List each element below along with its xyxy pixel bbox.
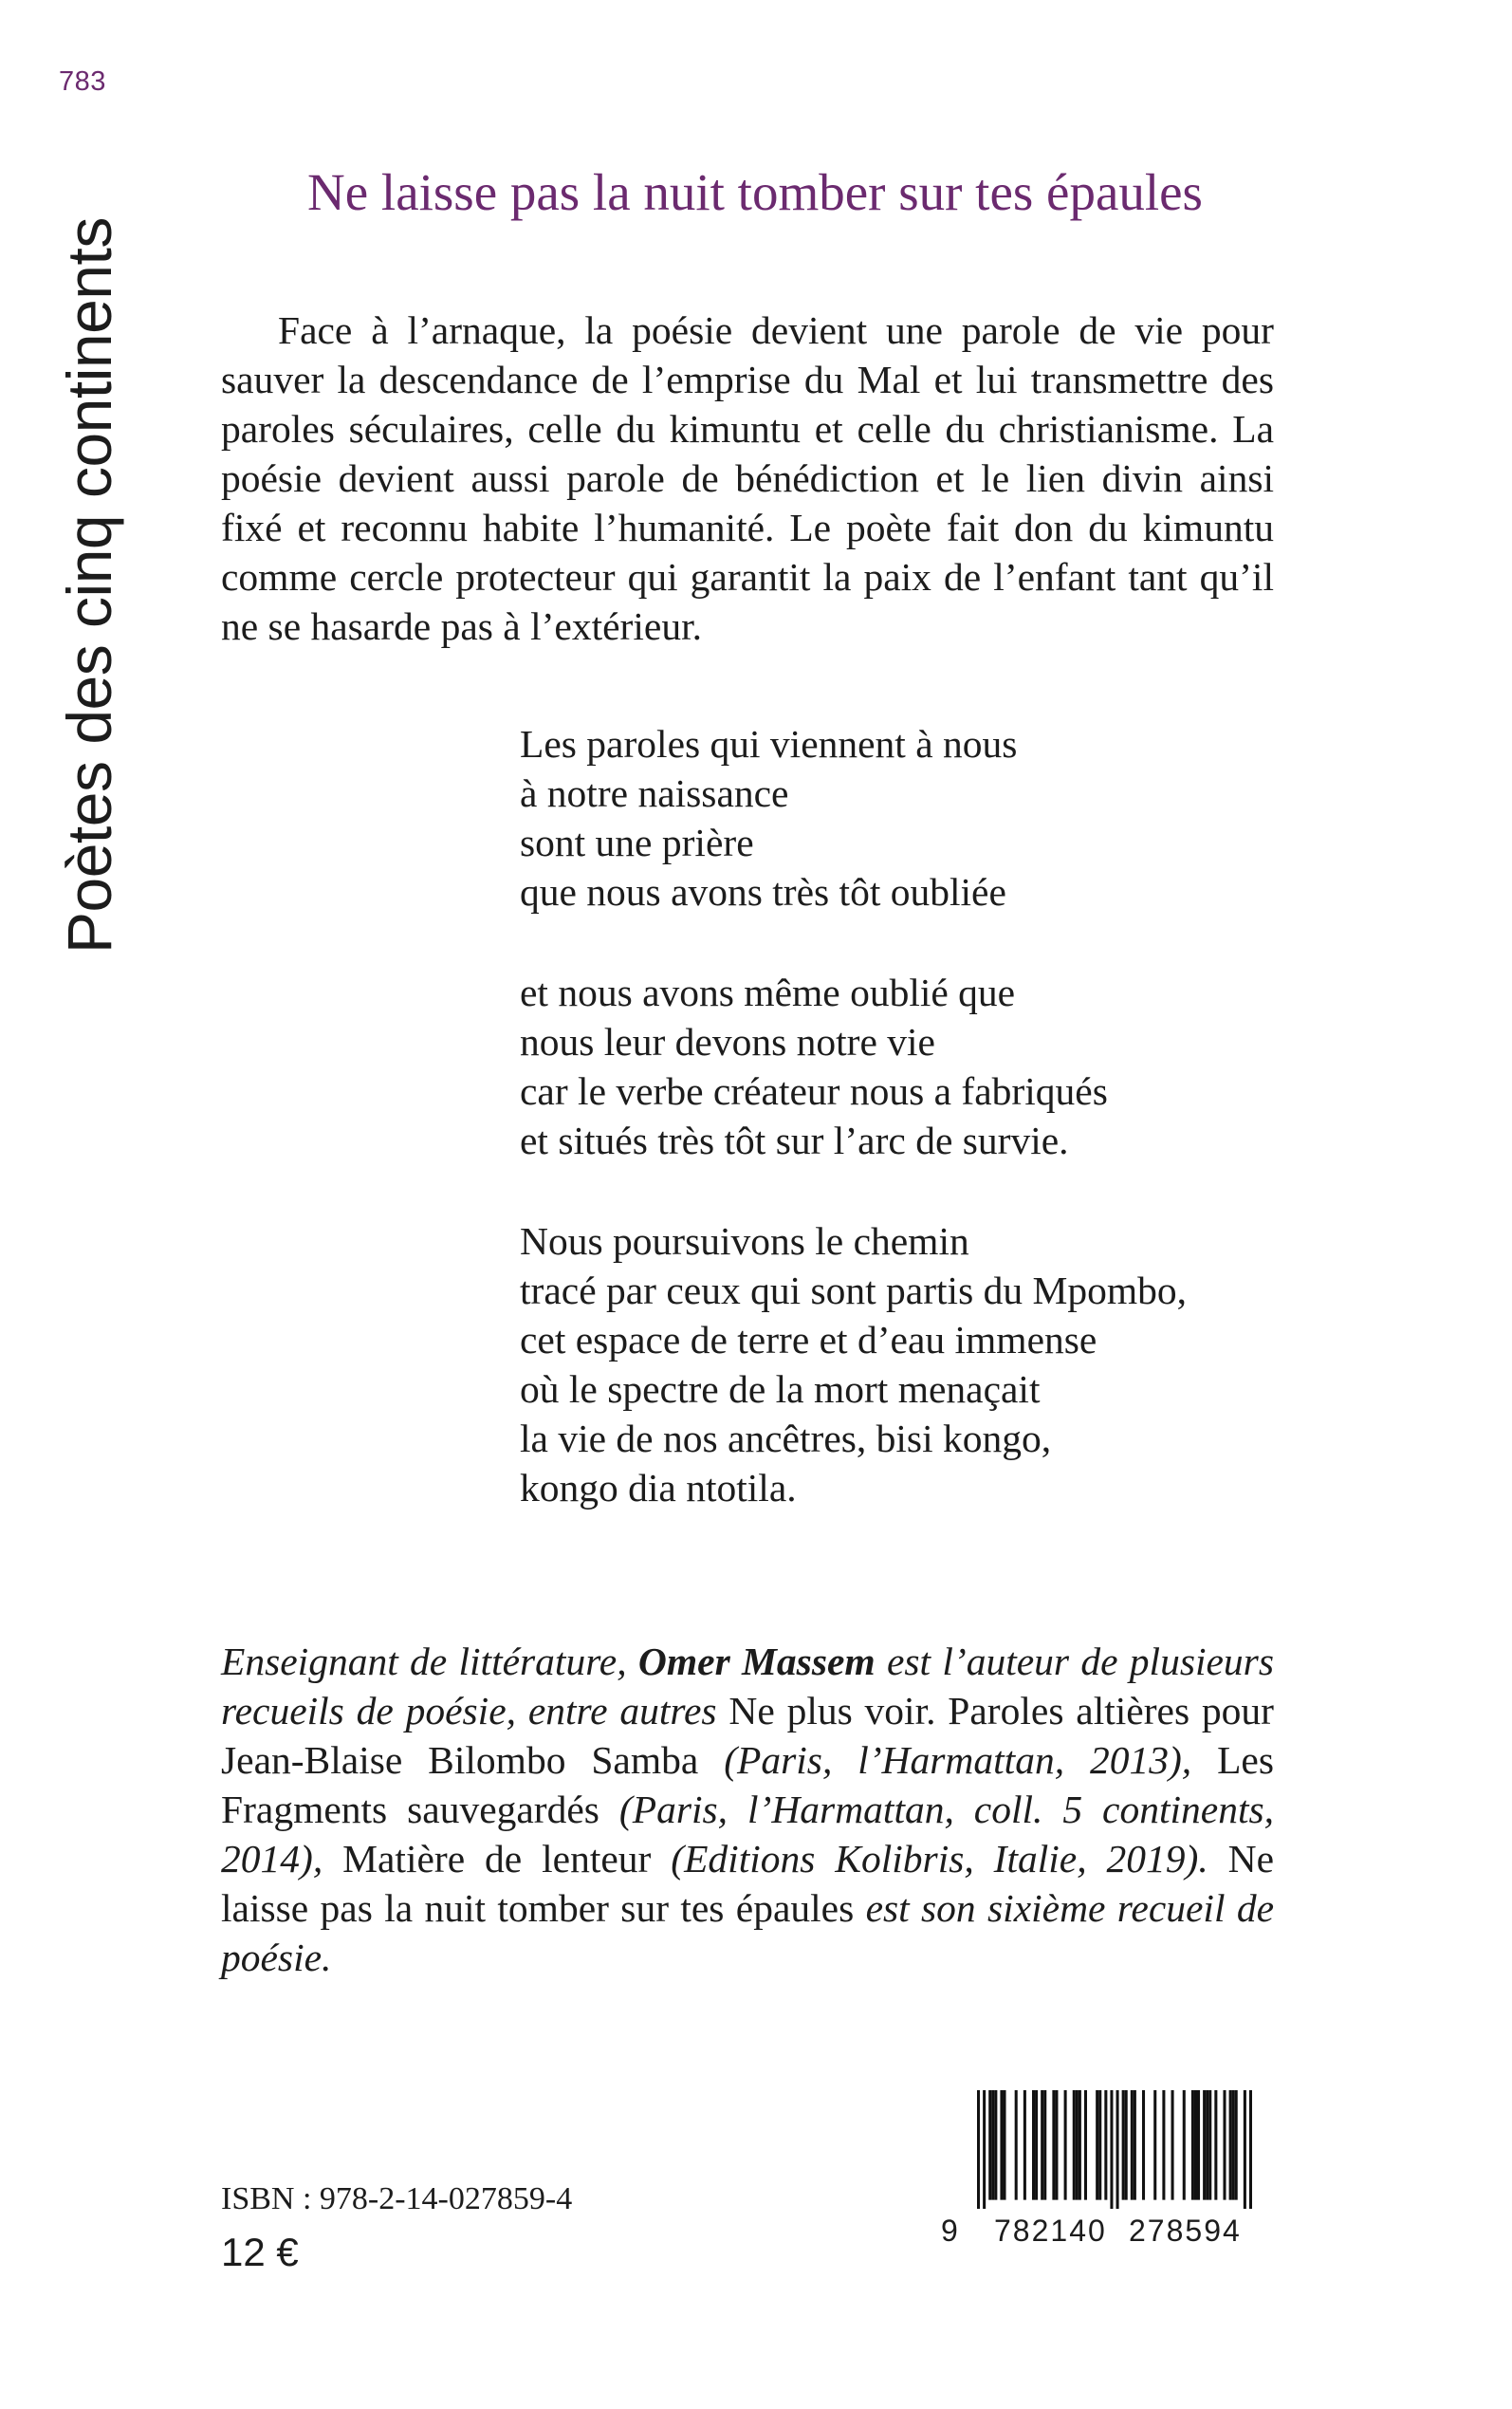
poem-line: car le verbe créateur nous a fabriqués	[520, 1069, 1108, 1113]
barcode-right-group: 278594	[1129, 2214, 1242, 2248]
barcode-bar	[1125, 2090, 1128, 2200]
barcode-bar	[1249, 2090, 1252, 2209]
barcode-bar	[983, 2090, 986, 2209]
barcode-bar	[1096, 2090, 1098, 2200]
poem-line: Les paroles qui viennent à nous	[520, 722, 1018, 766]
poem-line: la vie de nos ancêtres, bisi kongo,	[520, 1417, 1052, 1460]
book-title: Ne laisse pas la nuit tomber sur tes épaules	[307, 163, 1203, 221]
poem-line: où le spectre de la mort menaçait	[520, 1367, 1041, 1411]
barcode-bar	[1171, 2090, 1174, 2200]
barcode-bar	[1023, 2090, 1026, 2200]
poem-line: que nous avons très tôt oubliée	[520, 870, 1006, 914]
barcode-bar	[1098, 2090, 1101, 2200]
work-title: Ne plus voir. Paroles altières pour Jean-Blaise Bilombo Samba	[221, 1689, 1274, 1782]
barcode-bar	[1104, 2090, 1107, 2200]
barcode-bar	[1041, 2090, 1043, 2200]
bio-text: est son sixième recueil de poésie.	[221, 1886, 1275, 1979]
author-bio	[221, 1637, 1274, 1982]
barcode-bar	[1153, 2090, 1156, 2200]
barcode-bar	[1142, 2090, 1145, 2200]
barcode-bar	[1223, 2090, 1226, 2200]
barcode-first-digit: 9	[941, 2214, 960, 2248]
barcode-bar	[1035, 2090, 1038, 2200]
bio-text: (Editions Kolibris, Italie, 2019).	[651, 1837, 1228, 1881]
barcode-bar	[1032, 2090, 1035, 2200]
barcode-bar	[977, 2090, 980, 2209]
barcode-bar	[1203, 2090, 1206, 2200]
author-name: Omer Massem	[637, 1640, 876, 1683]
barcode-bar	[1244, 2090, 1246, 2209]
poem-line: cet espace de terre et d’eau immense	[520, 1318, 1097, 1362]
poem-line: et situés très tôt sur l’arc de survie.	[520, 1119, 1069, 1162]
barcode-bar	[1229, 2090, 1232, 2200]
barcode-bar	[1122, 2090, 1125, 2200]
poem-line: nous leur devons notre vie	[520, 1020, 935, 1064]
barcode-bar	[991, 2090, 994, 2200]
series-title: Poètes des cinq continents	[54, 217, 124, 954]
price: 12 €	[221, 2230, 299, 2274]
poem-line: Nous poursuivons le chemin	[520, 1219, 969, 1263]
barcode-bar	[1191, 2090, 1194, 2200]
barcode-bar	[1162, 2090, 1165, 2200]
barcode-left-group: 782140	[994, 2214, 1107, 2248]
work-title: Ne laisse pas la nuit tomber sur tes épaules	[221, 1837, 1274, 1930]
barcode-bar	[1183, 2090, 1186, 2200]
poem-line: tracé par ceux qui sont partis du Mpombo,	[520, 1269, 1188, 1312]
barcode-bar	[994, 2090, 997, 2200]
barcode-bar	[1214, 2090, 1217, 2200]
poem-line: kongo dia ntotila.	[520, 1466, 797, 1510]
barcode-bars	[977, 2090, 1252, 2209]
bio-text: (Paris, l’Harmattan, 2013),	[698, 1738, 1218, 1782]
barcode-bar	[1079, 2090, 1081, 2200]
barcode-bar	[1235, 2090, 1238, 2200]
poem-line: et nous avons même oublié que	[520, 971, 1016, 1014]
series-number: 783	[59, 66, 106, 97]
barcode-bar	[1015, 2090, 1018, 2200]
series-title-container	[49, 147, 129, 954]
poem-line: sont une prière	[520, 821, 754, 864]
poem-line: à notre naissance	[520, 771, 789, 815]
barcode-bar	[1052, 2090, 1055, 2200]
poem-stanza	[520, 719, 1279, 917]
poem-stanza	[520, 968, 1279, 1165]
barcode-bar	[1043, 2090, 1046, 2200]
summary-paragraph: Face à l’arnaque, la poésie devient une parole de vie pour sauver la descendance de l’emprise du Mal et lui transmettre des paroles séculaires, celle du kimuntu et celle du christianisme. La poésie devient aussi parole de bénédiction et le lien divin ainsi fixé et reconnu habite l’humanité. Le poète fait don du kimuntu comme cercle protecteur qui garantit la paix de l’enfant tant qu’il ne se hasarde pas à l’extérieur.	[221, 308, 1274, 648]
work-title: Les Fragments sauvegardés	[221, 1738, 1274, 1831]
barcode-bar	[1206, 2090, 1208, 2200]
barcode-bar	[1134, 2090, 1136, 2200]
barcode-bar	[1110, 2090, 1113, 2209]
barcode-bar	[1084, 2090, 1087, 2200]
bio-text: (Paris, l’Harmattan, coll. 5 continents, 2014),	[221, 1788, 1275, 1881]
barcode-bar	[1232, 2090, 1235, 2200]
barcode-bar	[988, 2090, 991, 2200]
barcode-bar	[1116, 2090, 1119, 2209]
barcode-bar	[1076, 2090, 1079, 2200]
isbn: ISBN : 978-2-14-027859-4	[221, 2181, 573, 2216]
barcode-bar	[1003, 2090, 1005, 2200]
barcode-bar	[1055, 2090, 1058, 2200]
barcode-bar	[1073, 2090, 1076, 2200]
poem-stanza	[520, 1216, 1279, 1512]
barcode-bar	[1064, 2090, 1067, 2200]
bio-text: Enseignant de littérature,	[221, 1640, 638, 1683]
barcode-bar	[1197, 2090, 1200, 2200]
barcode-bar	[1208, 2090, 1211, 2200]
barcode-bar	[1131, 2090, 1134, 2200]
poem-excerpt	[520, 719, 1279, 1564]
barcode-bar	[1194, 2090, 1197, 2200]
barcode	[939, 2090, 1271, 2256]
work-title: Matière de lenteur	[342, 1837, 652, 1881]
barcode-bar	[1000, 2090, 1003, 2200]
bio-text: est l’auteur de plusieurs recueils de poésie, entre autres	[221, 1640, 1274, 1733]
